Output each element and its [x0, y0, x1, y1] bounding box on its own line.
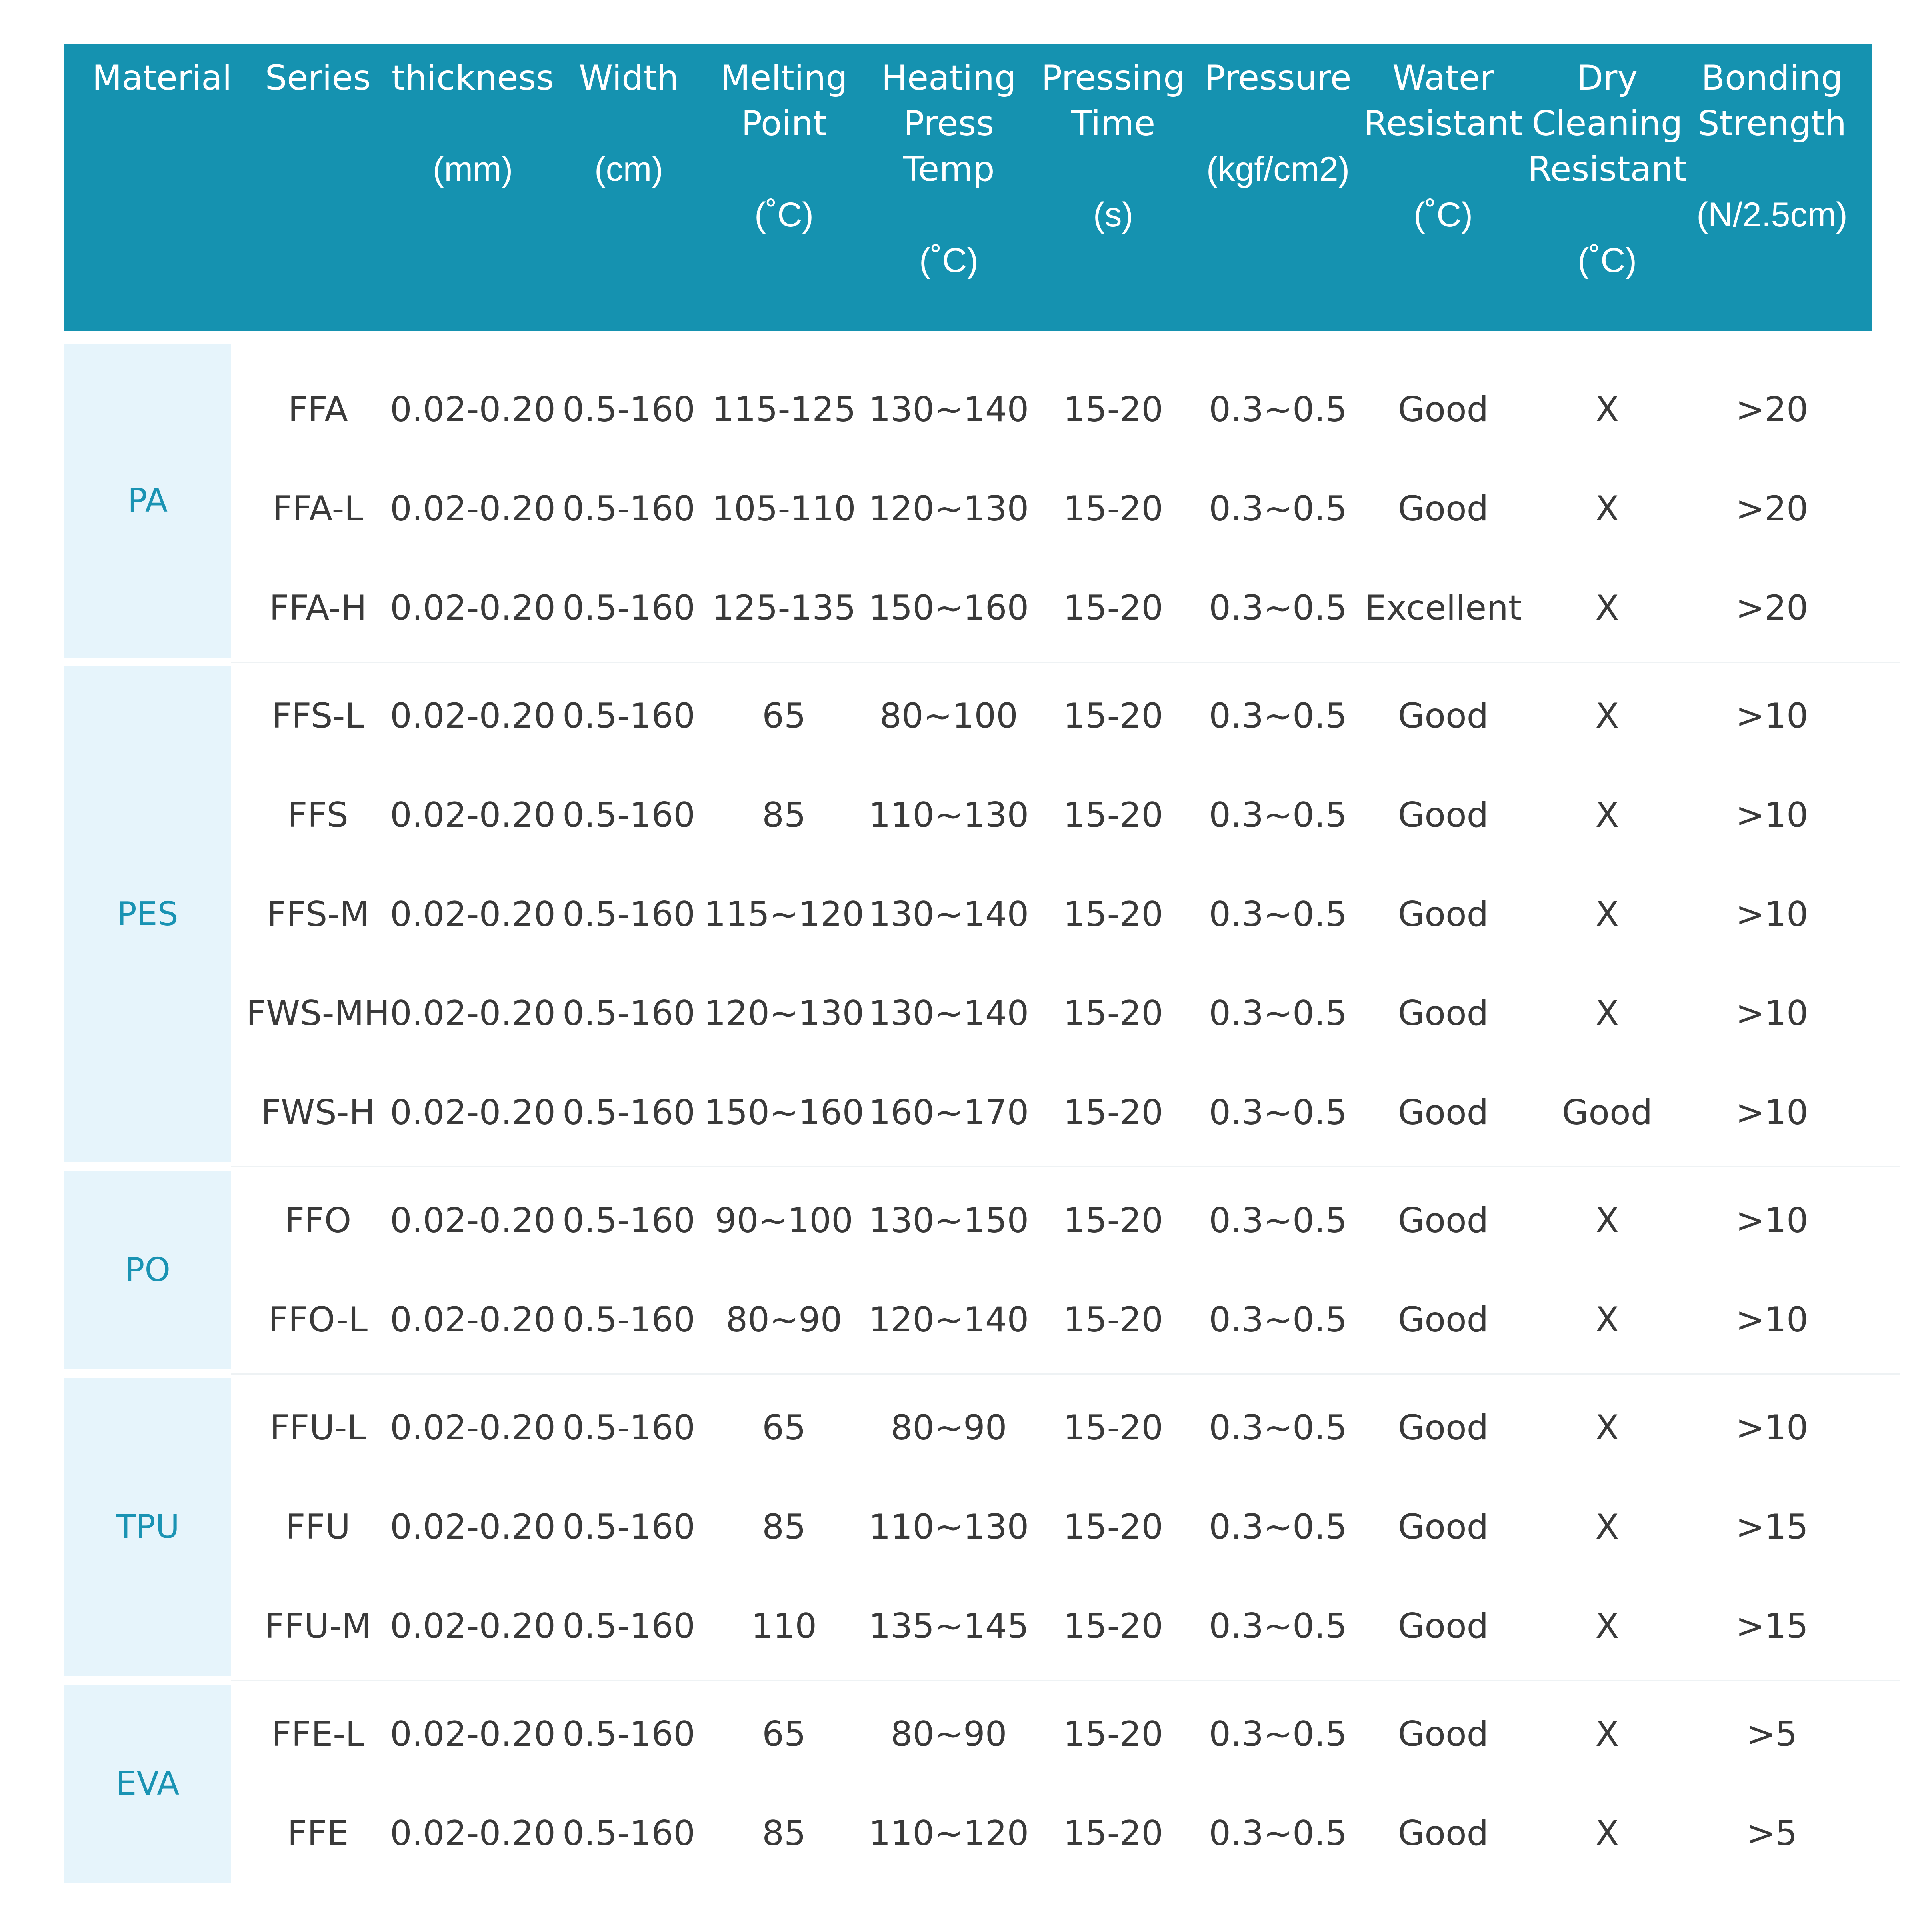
cell-melting-point: 85 — [762, 795, 806, 835]
cell-pressing-time: 15-20 — [1063, 795, 1163, 835]
cell-width: 0.5-160 — [562, 489, 695, 529]
table-row — [64, 1063, 1872, 1162]
header-line: Point — [741, 104, 827, 144]
cell-series: FFA-H — [269, 588, 367, 628]
material-label: TPU — [116, 1508, 180, 1546]
cell-heating-press-temp: 130~150 — [868, 1201, 1029, 1241]
cell-thickness: 0.02-0.20 — [390, 489, 556, 529]
cell-melting-point: 85 — [762, 1813, 806, 1853]
header-dry-cleaning-resistant — [1527, 44, 1687, 342]
cell-heating-press-temp: 80~90 — [890, 1714, 1007, 1754]
cell-dry-cleaning-resistant: X — [1595, 894, 1619, 934]
cell-heating-press-temp: 110~120 — [868, 1813, 1029, 1853]
cell-water-resistant: Good — [1398, 1201, 1489, 1241]
header-thickness — [389, 44, 557, 342]
table-row — [64, 865, 1872, 964]
cell-melting-point: 120~130 — [704, 993, 864, 1033]
cell-thickness: 0.02-0.20 — [390, 1201, 556, 1241]
cell-melting-point: 150~160 — [704, 1093, 864, 1133]
table-row — [64, 360, 1872, 459]
cell-pressure: 0.3~0.5 — [1209, 1714, 1347, 1754]
header-line: (mm) — [432, 150, 513, 188]
header-line — [1033, 146, 1193, 192]
cell-pressure: 0.3~0.5 — [1209, 993, 1347, 1033]
group-divider — [231, 1166, 1900, 1167]
cell-series: FWS-MH — [246, 993, 390, 1033]
header-line: (˚C) — [919, 241, 979, 280]
cell-water-resistant: Good — [1398, 1300, 1489, 1340]
cell-series: FFU — [286, 1507, 350, 1547]
header-line: Time — [1071, 104, 1156, 144]
cell-bonding-strength: >10 — [1736, 1093, 1808, 1133]
cell-melting-point: 80~90 — [726, 1300, 842, 1340]
cell-thickness: 0.02-0.20 — [390, 1300, 556, 1340]
cell-dry-cleaning-resistant: X — [1595, 993, 1619, 1033]
header-line: (cm) — [594, 150, 663, 188]
cell-water-resistant: Good — [1398, 1714, 1489, 1754]
cell-water-resistant: Good — [1398, 1093, 1489, 1133]
cell-width: 0.5-160 — [562, 390, 695, 430]
cell-heating-press-temp: 80~90 — [890, 1408, 1007, 1448]
header-line: Material — [92, 58, 232, 98]
cell-dry-cleaning-resistant: X — [1595, 1813, 1619, 1853]
cell-pressing-time: 15-20 — [1063, 1813, 1163, 1853]
cell-pressure: 0.3~0.5 — [1209, 390, 1347, 430]
cell-melting-point: 125-135 — [712, 588, 856, 628]
cell-dry-cleaning-resistant: X — [1595, 489, 1619, 529]
cell-thickness: 0.02-0.20 — [390, 696, 556, 736]
cell-thickness: 0.02-0.20 — [390, 1813, 556, 1853]
cell-width: 0.5-160 — [562, 588, 695, 628]
table-row — [64, 1685, 1872, 1784]
group-divider — [231, 1373, 1900, 1375]
header-width — [557, 44, 701, 342]
header-line — [865, 192, 1033, 238]
header-line: (kgf/cm2) — [1206, 150, 1350, 188]
header-bonding-strength — [1688, 44, 1856, 342]
header-line: Pressure — [1204, 58, 1352, 98]
cell-bonding-strength: >10 — [1736, 1201, 1808, 1241]
cell-pressing-time: 15-20 — [1063, 894, 1163, 934]
header-line — [557, 101, 701, 146]
cell-heating-press-temp: 110~130 — [868, 1507, 1029, 1547]
cell-water-resistant: Good — [1398, 1606, 1489, 1646]
cell-width: 0.5-160 — [562, 1813, 695, 1853]
header-series — [246, 44, 390, 342]
header-heating-press-temp — [865, 44, 1033, 342]
cell-bonding-strength: >10 — [1736, 696, 1808, 736]
cell-pressing-time: 15-20 — [1063, 1201, 1163, 1241]
table-row — [64, 1784, 1872, 1883]
cell-heating-press-temp: 150~160 — [868, 588, 1029, 628]
cell-bonding-strength: >5 — [1746, 1714, 1798, 1754]
cell-heating-press-temp: 130~140 — [868, 390, 1029, 430]
cell-dry-cleaning-resistant: Good — [1562, 1093, 1653, 1133]
cell-melting-point: 115-125 — [712, 390, 856, 430]
cell-pressing-time: 15-20 — [1063, 1507, 1163, 1547]
cell-pressing-time: 15-20 — [1063, 1093, 1163, 1133]
cell-water-resistant: Good — [1398, 894, 1489, 934]
cell-series: FFS-M — [266, 894, 370, 934]
header-line: Resistant — [1364, 104, 1523, 144]
cell-heating-press-temp: 120~130 — [868, 489, 1029, 529]
header-line: Water — [1392, 58, 1494, 98]
table-header — [64, 44, 1872, 331]
cell-series: FFS-L — [272, 696, 364, 736]
group-divider — [231, 1680, 1900, 1681]
cell-melting-point: 65 — [762, 696, 806, 736]
header-line: (˚C) — [754, 196, 814, 234]
cell-bonding-strength: >20 — [1736, 588, 1808, 628]
material-label: PES — [117, 895, 178, 933]
cell-bonding-strength: >10 — [1736, 894, 1808, 934]
cell-bonding-strength: >20 — [1736, 390, 1808, 430]
cell-series: FFO-L — [268, 1300, 368, 1340]
cell-pressing-time: 15-20 — [1063, 696, 1163, 736]
table-row — [64, 1477, 1872, 1577]
cell-series: FFE-L — [271, 1714, 365, 1754]
cell-pressure: 0.3~0.5 — [1209, 894, 1347, 934]
group-divider — [231, 662, 1900, 663]
cell-melting-point: 115~120 — [704, 894, 864, 934]
header-line — [700, 146, 868, 192]
cell-series: FFU-M — [264, 1606, 372, 1646]
header-pressing-time — [1033, 44, 1193, 342]
cell-thickness: 0.02-0.20 — [390, 588, 556, 628]
cell-dry-cleaning-resistant: X — [1595, 1507, 1619, 1547]
cell-width: 0.5-160 — [562, 1201, 695, 1241]
header-line: Dry — [1576, 58, 1638, 98]
cell-heating-press-temp: 80~100 — [880, 696, 1018, 736]
cell-pressure: 0.3~0.5 — [1209, 1813, 1347, 1853]
cell-heating-press-temp: 110~130 — [868, 795, 1029, 835]
header-line: Resistant — [1528, 149, 1687, 189]
header-water-resistant — [1359, 44, 1527, 342]
cell-bonding-strength: >5 — [1746, 1813, 1798, 1853]
cell-thickness: 0.02-0.20 — [390, 1606, 556, 1646]
cell-series: FFU-L — [270, 1408, 366, 1448]
header-line: (˚C) — [1577, 241, 1637, 280]
cell-series: FFA — [288, 390, 348, 430]
header-line — [1688, 146, 1856, 192]
table-row — [64, 1270, 1872, 1369]
cell-water-resistant: Good — [1398, 1507, 1489, 1547]
cell-series: FFE — [287, 1813, 349, 1853]
material-label: PO — [125, 1251, 170, 1289]
cell-bonding-strength: >15 — [1736, 1507, 1808, 1547]
header-line — [1194, 101, 1362, 146]
cell-pressing-time: 15-20 — [1063, 1300, 1163, 1340]
cell-pressure: 0.3~0.5 — [1209, 1408, 1347, 1448]
header-line: Melting — [720, 58, 848, 98]
header-line: Series — [265, 58, 371, 98]
header-line: Cleaning — [1532, 104, 1683, 144]
cell-width: 0.5-160 — [562, 1507, 695, 1547]
cell-water-resistant: Good — [1398, 1813, 1489, 1853]
cell-width: 0.5-160 — [562, 795, 695, 835]
cell-bonding-strength: >15 — [1736, 1606, 1808, 1646]
cell-pressing-time: 15-20 — [1063, 1714, 1163, 1754]
cell-dry-cleaning-resistant: X — [1595, 390, 1619, 430]
header-line: Press — [903, 104, 994, 144]
table-row — [64, 964, 1872, 1063]
cell-pressure: 0.3~0.5 — [1209, 489, 1347, 529]
cell-pressure: 0.3~0.5 — [1209, 588, 1347, 628]
cell-width: 0.5-160 — [562, 993, 695, 1033]
cell-dry-cleaning-resistant: X — [1595, 1201, 1619, 1241]
cell-melting-point: 85 — [762, 1507, 806, 1547]
cell-pressing-time: 15-20 — [1063, 1606, 1163, 1646]
cell-thickness: 0.02-0.20 — [390, 894, 556, 934]
cell-series: FFO — [284, 1201, 352, 1241]
cell-bonding-strength: >10 — [1736, 1300, 1808, 1340]
cell-water-resistant: Good — [1398, 993, 1489, 1033]
table-row — [64, 1577, 1872, 1676]
cell-bonding-strength: >10 — [1736, 795, 1808, 835]
cell-heating-press-temp: 130~140 — [868, 894, 1029, 934]
cell-thickness: 0.02-0.20 — [390, 390, 556, 430]
cell-thickness: 0.02-0.20 — [390, 1093, 556, 1133]
cell-width: 0.5-160 — [562, 1093, 695, 1133]
cell-dry-cleaning-resistant: X — [1595, 588, 1619, 628]
header-line: Bonding — [1701, 58, 1843, 98]
header-line: Heating — [881, 58, 1016, 98]
table-row — [64, 558, 1872, 658]
cell-pressing-time: 15-20 — [1063, 588, 1163, 628]
cell-heating-press-temp: 135~145 — [868, 1606, 1029, 1646]
cell-water-resistant: Excellent — [1364, 588, 1522, 628]
cell-width: 0.5-160 — [562, 1606, 695, 1646]
cell-melting-point: 110 — [751, 1606, 817, 1646]
table-row — [64, 766, 1872, 865]
cell-width: 0.5-160 — [562, 1408, 695, 1448]
cell-pressure: 0.3~0.5 — [1209, 1300, 1347, 1340]
cell-dry-cleaning-resistant: X — [1595, 1714, 1619, 1754]
cell-bonding-strength: >10 — [1736, 1408, 1808, 1448]
cell-width: 0.5-160 — [562, 894, 695, 934]
cell-melting-point: 90~100 — [715, 1201, 853, 1241]
cell-bonding-strength: >10 — [1736, 993, 1808, 1033]
table-body — [64, 331, 1872, 1923]
cell-melting-point: 105-110 — [712, 489, 856, 529]
cell-series: FWS-H — [261, 1093, 375, 1133]
header-line — [1359, 146, 1527, 192]
cell-pressing-time: 15-20 — [1063, 1408, 1163, 1448]
header-line: Width — [579, 58, 679, 98]
cell-water-resistant: Good — [1398, 390, 1489, 430]
header-melting-point — [700, 44, 868, 342]
cell-series: FFA-L — [272, 489, 364, 529]
material-label: EVA — [116, 1765, 180, 1803]
header-line — [389, 101, 557, 146]
cell-dry-cleaning-resistant: X — [1595, 696, 1619, 736]
cell-water-resistant: Good — [1398, 1408, 1489, 1448]
cell-width: 0.5-160 — [562, 1300, 695, 1340]
cell-series: FFS — [287, 795, 348, 835]
cell-thickness: 0.02-0.20 — [390, 1408, 556, 1448]
cell-heating-press-temp: 130~140 — [868, 993, 1029, 1033]
cell-melting-point: 65 — [762, 1714, 806, 1754]
cell-pressure: 0.3~0.5 — [1209, 1093, 1347, 1133]
cell-pressure: 0.3~0.5 — [1209, 795, 1347, 835]
cell-heating-press-temp: 120~140 — [868, 1300, 1029, 1340]
cell-pressure: 0.3~0.5 — [1209, 1507, 1347, 1547]
cell-width: 0.5-160 — [562, 696, 695, 736]
header-line — [1527, 192, 1687, 238]
header-line: Pressing — [1041, 58, 1185, 98]
cell-pressure: 0.3~0.5 — [1209, 1201, 1347, 1241]
table-row — [64, 1378, 1872, 1477]
cell-thickness: 0.02-0.20 — [390, 1714, 556, 1754]
cell-water-resistant: Good — [1398, 795, 1489, 835]
header-line: Strength — [1697, 104, 1846, 144]
cell-width: 0.5-160 — [562, 1714, 695, 1754]
header-line: (˚C) — [1413, 196, 1473, 234]
cell-dry-cleaning-resistant: X — [1595, 1606, 1619, 1646]
cell-thickness: 0.02-0.20 — [390, 993, 556, 1033]
cell-water-resistant: Good — [1398, 696, 1489, 736]
cell-dry-cleaning-resistant: X — [1595, 1300, 1619, 1340]
cell-dry-cleaning-resistant: X — [1595, 795, 1619, 835]
cell-pressing-time: 15-20 — [1063, 993, 1163, 1033]
cell-pressure: 0.3~0.5 — [1209, 1606, 1347, 1646]
cell-dry-cleaning-resistant: X — [1595, 1408, 1619, 1448]
cell-thickness: 0.02-0.20 — [390, 1507, 556, 1547]
cell-thickness: 0.02-0.20 — [390, 795, 556, 835]
header-line: thickness — [391, 58, 554, 98]
table-row — [64, 1171, 1872, 1270]
header-line: (N/2.5cm) — [1696, 196, 1848, 234]
table-row — [64, 666, 1872, 766]
material-label: PA — [127, 482, 168, 520]
header-line: (s) — [1093, 196, 1134, 234]
header-pressure — [1194, 44, 1362, 342]
cell-pressing-time: 15-20 — [1063, 489, 1163, 529]
cell-bonding-strength: >20 — [1736, 489, 1808, 529]
spec-table — [64, 44, 1872, 1923]
cell-water-resistant: Good — [1398, 489, 1489, 529]
cell-heating-press-temp: 160~170 — [868, 1093, 1029, 1133]
table-row — [64, 459, 1872, 558]
header-line: Temp — [903, 149, 995, 189]
cell-pressing-time: 15-20 — [1063, 390, 1163, 430]
header-material — [78, 44, 246, 342]
cell-pressure: 0.3~0.5 — [1209, 696, 1347, 736]
cell-melting-point: 65 — [762, 1408, 806, 1448]
